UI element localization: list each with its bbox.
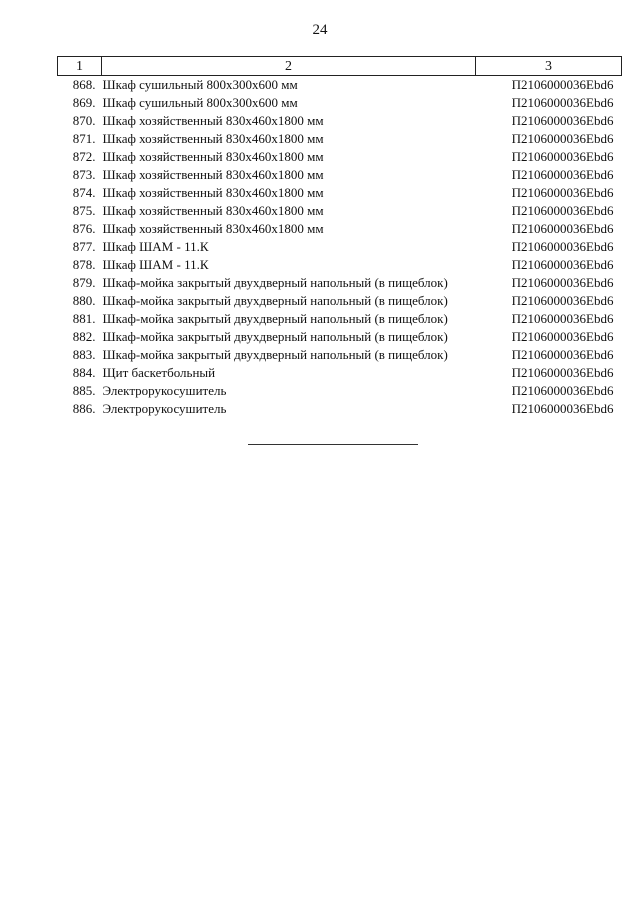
table-row bbox=[58, 112, 622, 130]
row-number: 881. bbox=[72, 311, 96, 326]
item-code: П2106000036Ebd6 bbox=[511, 167, 614, 182]
item-code: П2106000036Ebd6 bbox=[511, 347, 614, 362]
item-name: Шкаф сушильный 800x300x600 мм bbox=[102, 95, 298, 110]
item-code: П2106000036Ebd6 bbox=[511, 311, 614, 326]
row-number: 868. bbox=[72, 77, 96, 92]
page-number: 24 bbox=[312, 22, 328, 38]
table-row bbox=[58, 382, 622, 400]
item-code: П2106000036Ebd6 bbox=[511, 95, 614, 110]
item-name: Электрорукосушитель bbox=[102, 383, 227, 398]
table-row bbox=[58, 130, 622, 148]
table-row bbox=[58, 310, 622, 328]
column-header-2: 2 bbox=[102, 57, 476, 76]
item-code: П2106000036Ebd6 bbox=[511, 293, 614, 308]
table-row bbox=[58, 76, 622, 95]
table-row bbox=[58, 292, 622, 310]
row-number: 877. bbox=[72, 239, 96, 254]
row-number: 878. bbox=[72, 257, 96, 272]
item-code: П2106000036Ebd6 bbox=[511, 131, 614, 146]
table-row bbox=[58, 238, 622, 256]
row-number: 869. bbox=[72, 95, 96, 110]
row-number: 882. bbox=[72, 329, 96, 344]
table-row bbox=[58, 148, 622, 166]
row-number: 870. bbox=[72, 113, 96, 128]
item-name: Шкаф хозяйственный 830x460x1800 мм bbox=[102, 167, 324, 182]
item-code: П2106000036Ebd6 bbox=[511, 113, 614, 128]
item-name: Шкаф-мойка закрытый двухдверный напольный (в пищеблок) bbox=[102, 275, 448, 290]
row-number: 879. bbox=[72, 275, 96, 290]
table-row bbox=[58, 328, 622, 346]
item-code: П2106000036Ebd6 bbox=[511, 383, 614, 398]
row-number: 885. bbox=[72, 383, 96, 398]
row-number: 886. bbox=[72, 401, 96, 416]
row-number: 884. bbox=[72, 365, 96, 380]
item-name: Электрорукосушитель bbox=[102, 401, 227, 416]
item-code: П2106000036Ebd6 bbox=[511, 77, 614, 92]
item-code: П2106000036Ebd6 bbox=[511, 401, 614, 416]
item-name: Шкаф-мойка закрытый двухдверный напольный (в пищеблок) bbox=[102, 347, 448, 362]
item-name: Шкаф-мойка закрытый двухдверный напольный (в пищеблок) bbox=[102, 311, 448, 326]
end-of-list-rule bbox=[248, 444, 418, 445]
item-name: Шкаф сушильный 800x300x600 мм bbox=[102, 77, 298, 92]
item-name: Шкаф ШАМ - 11.К bbox=[102, 239, 209, 254]
item-name: Шкаф хозяйственный 830x460x1800 мм bbox=[102, 113, 324, 128]
row-number: 874. bbox=[72, 185, 96, 200]
row-number: 872. bbox=[72, 149, 96, 164]
table-row bbox=[58, 166, 622, 184]
table-row bbox=[58, 94, 622, 112]
item-name: Шкаф хозяйственный 830x460x1800 мм bbox=[102, 131, 324, 146]
item-name: Шкаф-мойка закрытый двухдверный напольный (в пищеблок) bbox=[102, 329, 448, 344]
item-name: Шкаф-мойка закрытый двухдверный напольный (в пищеблок) bbox=[102, 293, 448, 308]
item-code: П2106000036Ebd6 bbox=[511, 149, 614, 164]
row-number: 883. bbox=[72, 347, 96, 362]
item-code: П2106000036Ebd6 bbox=[511, 275, 614, 290]
item-code: П2106000036Ebd6 bbox=[511, 185, 614, 200]
table-row bbox=[58, 364, 622, 382]
item-code: П2106000036Ebd6 bbox=[511, 257, 614, 272]
item-name: Шкаф хозяйственный 830x460x1800 мм bbox=[102, 149, 324, 164]
table-header-row bbox=[58, 57, 622, 76]
table-row bbox=[58, 220, 622, 238]
table-row bbox=[58, 184, 622, 202]
row-number: 876. bbox=[72, 221, 96, 236]
item-code: П2106000036Ebd6 bbox=[511, 203, 614, 218]
item-name: Шкаф хозяйственный 830x460x1800 мм bbox=[102, 185, 324, 200]
column-header-3: 3 bbox=[476, 57, 622, 76]
item-name: Шкаф ШАМ - 11.К bbox=[102, 257, 209, 272]
table-body bbox=[58, 76, 622, 419]
item-code: П2106000036Ebd6 bbox=[511, 221, 614, 236]
item-code: П2106000036Ebd6 bbox=[511, 329, 614, 344]
row-number: 880. bbox=[72, 293, 96, 308]
table-row bbox=[58, 256, 622, 274]
row-number: 873. bbox=[72, 167, 96, 182]
item-name: Шкаф хозяйственный 830x460x1800 мм bbox=[102, 203, 324, 218]
row-number: 875. bbox=[72, 203, 96, 218]
item-name: Щит баскетбольный bbox=[102, 365, 216, 380]
item-code: П2106000036Ebd6 bbox=[511, 365, 614, 380]
item-code: П2106000036Ebd6 bbox=[511, 239, 614, 254]
table-row bbox=[58, 400, 622, 418]
inventory-table bbox=[57, 56, 622, 418]
table-row bbox=[58, 274, 622, 292]
item-name: Шкаф хозяйственный 830x460x1800 мм bbox=[102, 221, 324, 236]
row-number: 871. bbox=[72, 131, 96, 146]
table-row bbox=[58, 346, 622, 364]
table-row bbox=[58, 202, 622, 220]
column-header-1: 1 bbox=[58, 57, 102, 76]
